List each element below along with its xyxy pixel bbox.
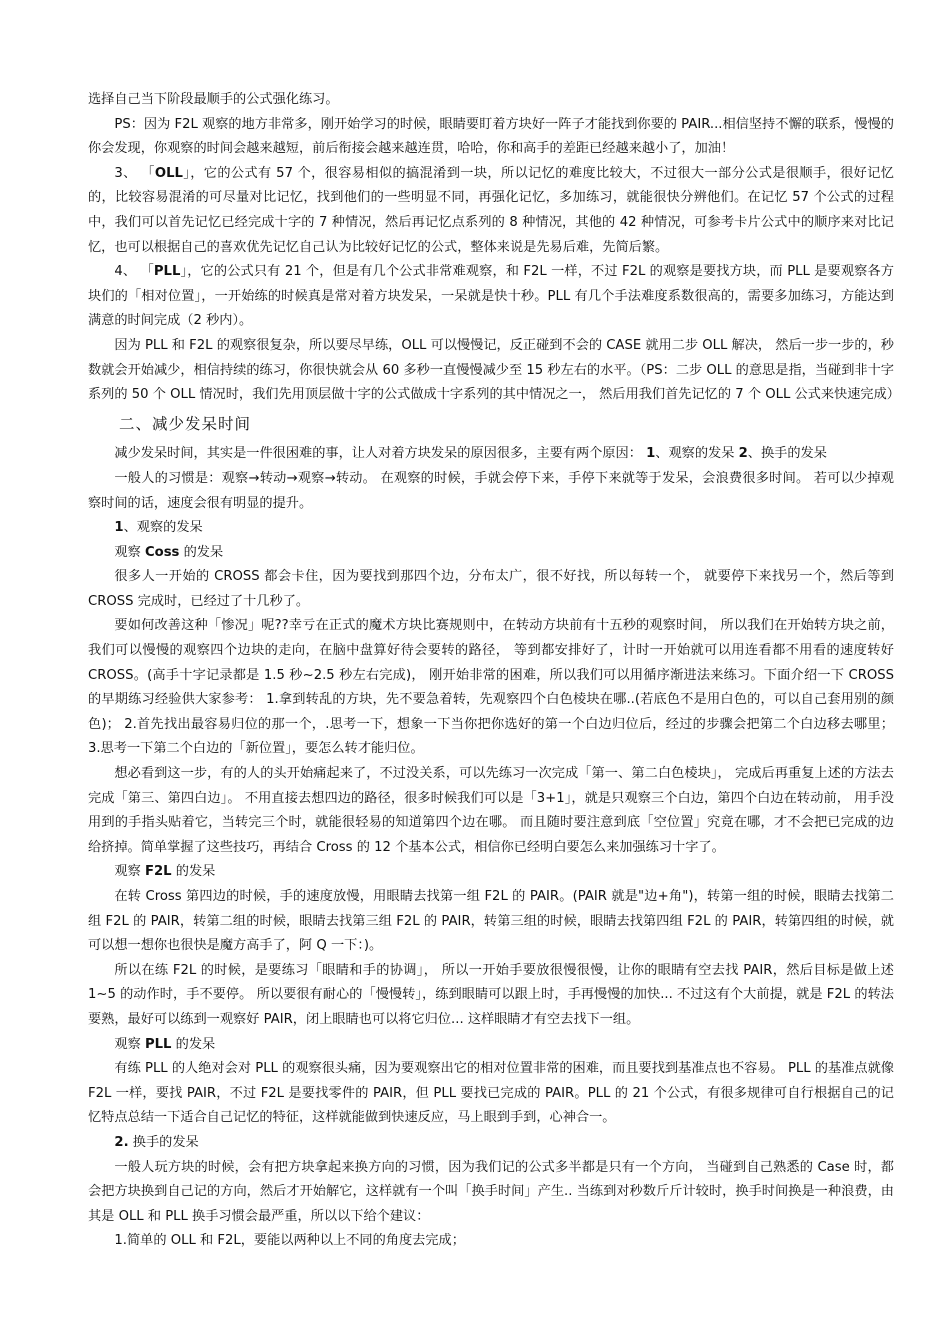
subheading-1-text: 、观察的发呆 xyxy=(123,520,203,536)
paragraph-idle-reasons xyxy=(88,442,894,467)
paragraph-pll-observe: 有练 PLL 的人绝对会对 PLL 的观察很头痛，因为要观察出它的相对位置非常的困难，而且要找到基准点也不容易。 PLL 的基准点就像 F2L 一样，要找 PAIR，不过 F2L 是要找零件的 PAIR，但 PLL 要找已完成的 PAIR。PLL 的 21 个公式，有很多规律可自行根据自己的记忆特点总结一下适合自己记忆的特征，这样就能做到快速反应，马上眼到手到，心神合一。 xyxy=(88,1061,894,1126)
paragraph-f2l-pairs: 在转 Cross 第四边的时候，手的速度放慢，用眼睛去找第一组 F2L 的 PAIR。(PAIR 就是"边+角")，转第一组的时候，眼睛去找第二组 F2L 的 PAIR，转第二组的时候，眼睛去找第三组 F2L 的 PAIR，转第三组的时候，眼睛去找第四组 F2L 的 PAIR，转第四组的时候，就可以想一想你也很快是魔方高手了，阿 Q 一下：)。 xyxy=(88,889,894,954)
pll-heading-lead: 观察 xyxy=(114,1036,145,1052)
subheading-observe-f2l xyxy=(88,860,894,885)
paragraph-cross-improve: 要如何改善这种「惨况」呢??幸亏在正式的魔术方块比赛规则中，在转动方块前有十五秒的观察时间， 所以我们在开始转方块之前，我们可以慢慢的观察四个边块的走向，在脑中盘算好待会要转的路径， 等到都安排好了，计时一开始就可以用连看都不用看的速度转好 CROSS。(高手十字记录都是 1.5 秒~2.5 秒左右完成)， 刚开始非常的困难，所以我们可以用循序渐进法来练习。下面介绍一下 CROSS 的早期练习经验供大家参考： 1.拿到转乱的方块，先不要急着转，先观察四个白色棱块在哪..(若底色不是用白色的，可以自己套用别的颜色)； 2.首先找出最容易归位的那一个，.思考一下，想象一下当你把你选好的第一个白边归位后，经过的步骤会把第二个白边移去哪里； 3.思考一下第二个白边的「新位置」，要怎么转才能归位。 xyxy=(88,618,894,757)
idle-reasons-lead: 减少发呆时间，其实是一件很困难的事，让人对着方块发呆的原因很多，主要有两个原因： xyxy=(114,446,647,462)
f2l-heading-lead: 观察 xyxy=(114,864,145,880)
paragraph-ps-f2l: PS：因为 F2L 观察的地方非常多，刚开始学习的时候，眼睛要盯着方块好一阵子才能找到你要的 PAIR...相信坚持不懈的联系，慢慢的你会发现，你观察的时间会越来越短，前后衔接会越来越连贯，哈哈，你和高手的差距已经越来越小了，加油！ xyxy=(88,116,894,157)
paragraph-suggestion-1: 1.简单的 OLL 和 F2L，要能以两种以上不同的角度去完成； xyxy=(114,1233,465,1249)
paragraph-f2l-coordination: 所以在练 F2L 的时候，是要练习「眼睛和手的协调」， 所以一开始手要放很慢很慢，让你的眼睛有空去找 PAIR，然后目标是做上述 1~5 的动作时，手不要停。 所以要很有耐心的「慢慢转」，练到眼睛可以跟上时，手再慢慢的加快... 不过这有个大前提，就是 F2L 的转法要熟，最好可以练到一观察好 PAIR，闭上眼睛也可以将它归位... 这样眼睛才有空去找下一组。 xyxy=(88,962,894,1027)
pll-term: PLL xyxy=(153,264,181,280)
oll-body: 」，它的公式有 57 个，很容易相似的搞混淆到一块，所以记忆的难度比较大，不过很大一部分公式是很顺手，很好记忆的，比较容易混淆的可尽量对比记忆，找到他们的一些明显不同，再强化记忆，多加练习，就能很快分辨他们。在记忆 57 个公式的过程中，我们可以首先记忆已经完成十字的 7 种情况，然后再记忆点系列的 8 种情况，其他的 42 种情况，可参考卡片公式中的顺序来对比记忆，也可以根据自己的喜欢优先记忆自己认为比较好记忆的公式，整体来说是先易后难，先简后繁。 xyxy=(88,165,894,255)
section-heading-reduce-idle: 二、减少发呆时间 xyxy=(119,414,252,433)
subheading-observe-idle xyxy=(88,516,894,541)
idle-reason-2-text: 、换手的发呆 xyxy=(747,446,827,462)
paragraph-regrip: 一般人玩方块的时候，会有把方块拿起来换方向的习惯，因为我们记的公式多半都是只有一个方向， 当碰到自己熟悉的 Case 时，都会把方块换到自己记的方向，然后才开始解它，这样就有一个叫「换手时间」产生.. 当练到对秒数斤斤计较时，换手时间换是一种浪费，由其是 OLL 和 PLL 换手习惯会最严重，所以以下给个建议： xyxy=(88,1159,894,1224)
subheading-2-text: 换手的发呆 xyxy=(128,1134,199,1150)
idle-reason-1-text: 、观察的发呆 xyxy=(655,446,739,462)
subheading-observe-cross xyxy=(88,541,894,566)
cross-heading-lead: 观察 xyxy=(114,544,145,560)
oll-lead: 3、 「 xyxy=(114,165,155,181)
cross-heading-tail: 的发呆 xyxy=(179,544,224,560)
subheading-2-num: 2. xyxy=(114,1134,129,1150)
idle-reason-2-num: 2 xyxy=(738,446,748,462)
oll-term: OLL xyxy=(154,165,183,181)
cross-heading-term: Coss xyxy=(144,544,180,560)
f2l-heading-term: F2L xyxy=(144,864,172,880)
subheading-1-num: 1 xyxy=(114,520,124,536)
pll-lead: 4、 「 xyxy=(114,264,154,280)
paragraph-habit: 一般人的习惯是：观察→转动→观察→转动。 在观察的时候，手就会停下来，手停下来就等于发呆，会浪费很多时间。 若可以少掉观察时间的话，速度会很有明显的提升。 xyxy=(88,470,894,511)
subheading-regrip-idle xyxy=(88,1131,894,1156)
f2l-heading-tail: 的发呆 xyxy=(171,864,216,880)
idle-reason-1-num: 1 xyxy=(646,446,656,462)
pll-body: 」，它的公式只有 21 个，但是有几个公式非常难观察，和 F2L 一样，不过 F2L 的观察是要找方块，而 PLL 是要观察各方块们的「相对位置」，一开始练的时候真是常对着方块发呆，一呆就是快十秒。PLL 有几个手法难度系数很高的，需要多加练习，方能达到满意的时间完成（2 秒内）。 xyxy=(88,264,894,329)
subheading-observe-pll xyxy=(88,1033,894,1058)
paragraph-two-step-oll: 因为 PLL 和 F2L 的观察很复杂，所以要尽早练，OLL 可以慢慢记，反正碰到不会的 CASE 就用二步 OLL 解决， 然后一步一步的，秒数就会开始减少，相信持续的练习，你很快就会从 60 多秒一直慢慢减少至 15 秒左右的水平。（PS：二步 OLL 的意思是指，当碰到非十字系列的 50 个 OLL 情况时，我们先用顶层做十字的公式做成十字系列的其中情况之一， 然后用我们首先记忆的 7 个 OLL 公式来快速完成） xyxy=(88,337,900,403)
paragraph-cross-stuck: 很多人一开始的 CROSS 都会卡住，因为要找到那四个边，分布太广，很不好找，所以每转一个， 就要停下来找另一个，然后等到 CROSS 完成时，已经过了十几秒了。 xyxy=(88,569,894,609)
paragraph-oll xyxy=(88,162,894,260)
paragraph-cross-3plus1: 想必看到这一步，有的人的头开始痛起来了，不过没关系，可以先练习一次完成「第一、第二白色棱块」， 完成后再重复上述的方法去完成「第三、第四白边」。 不用直接去想四边的路径，很多时候我们可以是「3+1」，就是只观察三个白边，第四个白边在转动前， 用手没用到的手指头贴着它，当转完三个时，就能很轻易的知道第四个边在哪。 而且随时要注意到底「空位置」究竟在哪，才不会把已完成的边给挤掉。简单掌握了这些技巧，再结合 Cross 的 12 个基本公式，相信你已经明白要怎么来加强练习十字了。 xyxy=(88,766,894,855)
pll-heading-term: PLL xyxy=(144,1036,172,1052)
paragraph-intro-end: 选择自己当下阶段最顺手的公式强化练习。 xyxy=(88,92,339,107)
pll-heading-tail: 的发呆 xyxy=(171,1036,216,1052)
paragraph-pll xyxy=(88,260,894,334)
